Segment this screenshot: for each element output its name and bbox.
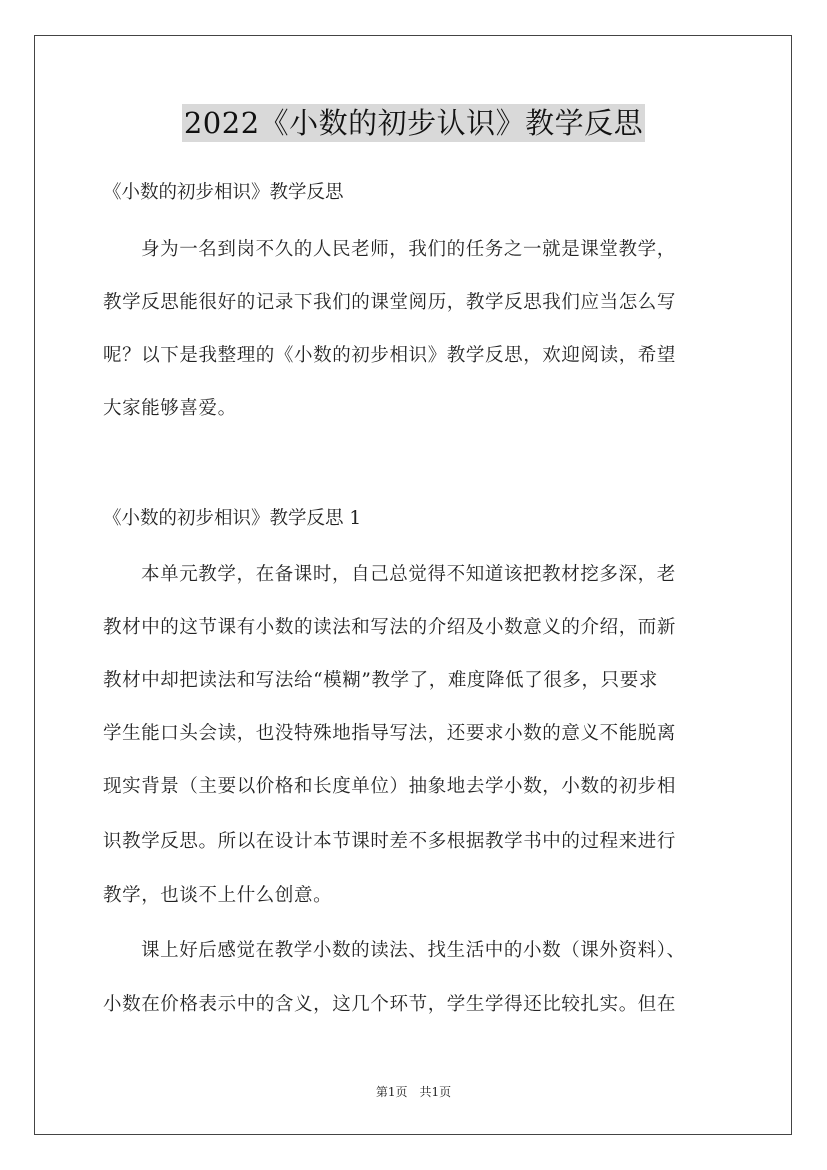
paragraph-line: 教学反思能很好的记录下我们的课堂阅历，教学反思我们应当怎么写: [103, 292, 677, 313]
paragraph-line: 识教学反思。所以在设计本节课时差不多根据教学书中的过程来进行: [103, 831, 677, 852]
paragraph-line: 现实背景（主要以价格和长度单位）抽象地去学小数，小数的初步相: [103, 776, 677, 797]
paragraph-line: 课上好后感觉在教学小数的读法、找生活中的小数（课外资料）、: [141, 940, 686, 961]
paragraph-line: 教材中却把读法和写法给“模糊”教学了，难度降低了很多，只要求: [103, 670, 658, 691]
paragraph-line: 小数在价格表示中的含义，这几个环节，学生学得还比较扎实。但在: [103, 994, 677, 1015]
paragraph-line: 身为一名到岗不久的人民老师，我们的任务之一就是课堂教学，: [141, 239, 676, 260]
paragraph-line: 大家能够喜爱。: [103, 398, 237, 419]
title-container: [0, 104, 827, 142]
section-heading: 《小数的初步相识》教学反思: [103, 182, 344, 203]
page-footer: 第1页 共1页: [375, 1085, 452, 1099]
document-title: 2022《小数的初步认识》教学反思: [183, 106, 644, 140]
paragraph-line: 呢？以下是我整理的《小数的初步相识》教学反思，欢迎阅读，希望: [103, 345, 677, 366]
section-heading: 《小数的初步相识》教学反思 1: [103, 508, 362, 529]
paragraph-line: 教材中的这节课有小数的读法和写法的介绍及小数意义的介绍，而新: [103, 617, 677, 638]
paragraph-line: 学生能口头会读，也没特殊地指导写法，还要求小数的意义不能脱离: [103, 723, 677, 744]
paragraph-line: 本单元教学，在备课时，自己总觉得不知道该把教材挖多深，老: [141, 564, 676, 585]
paragraph-line: 教学，也谈不上什么创意。: [103, 885, 333, 906]
